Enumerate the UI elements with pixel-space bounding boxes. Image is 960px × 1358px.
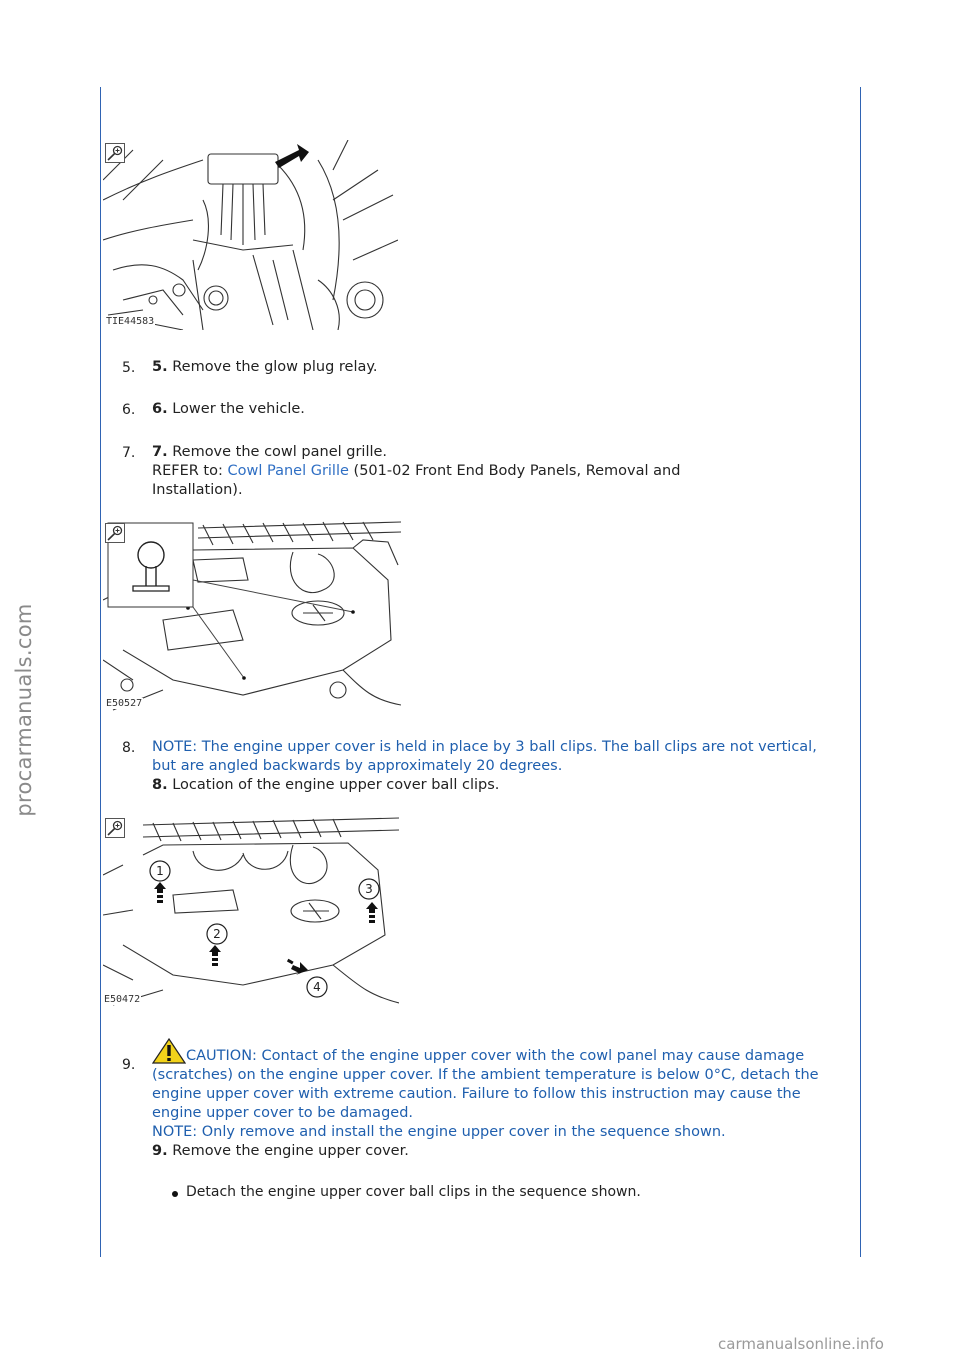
step-9-bold: 9. (152, 1143, 168, 1159)
footer-watermark: carmanualsonline.info (718, 1335, 884, 1353)
step-7 (152, 443, 772, 500)
step-8-text: Location of the engine upper cover ball clips. (167, 777, 500, 793)
engine-cover-illustration (103, 520, 401, 712)
step-5-bold: 5. (152, 359, 168, 375)
step-6-text: Lower the vehicle. (167, 401, 305, 417)
figure-label: E50527 (106, 698, 143, 709)
step-5-text: Remove the glow plug relay. (167, 359, 378, 375)
step-9-bullet: Detach the engine upper cover ball clips in the sequence shown. (186, 1184, 641, 1200)
figure-glow-plug-relay (103, 140, 398, 330)
step-5-number: 5. (122, 360, 136, 376)
step-9-number: 9. (122, 1057, 136, 1073)
step-7-bold: 7. (152, 444, 168, 460)
caution-icon (152, 1038, 186, 1064)
callout-4: 4 (313, 980, 321, 994)
left-rule (100, 87, 101, 1257)
step-6-number: 6. (122, 402, 136, 418)
right-rule (860, 87, 861, 1257)
step-7-number: 7. (122, 445, 136, 461)
cowl-panel-grille-link[interactable]: Cowl Panel Grille (227, 463, 349, 479)
callout-2: 2 (213, 927, 221, 941)
zoom-icon[interactable] (105, 818, 125, 838)
figure-label: TIE44583 (106, 316, 155, 327)
step-5 (152, 358, 842, 377)
step-7-refer-suffix: (501-02 Front End Body Panels, Removal and Installation). (152, 463, 681, 498)
side-watermark (4, 560, 44, 860)
step-8-note: NOTE: The engine upper cover is held in place by 3 ball clips. The ball clips are not vertical, but are angled backwards by approximately 20 degrees. (152, 739, 817, 774)
zoom-icon[interactable] (105, 523, 125, 543)
step-6-bold: 6. (152, 401, 168, 417)
step-8-bold: 8. (152, 777, 168, 793)
step-7-refer-prefix: REFER to: (152, 463, 228, 479)
step-7-text: Remove the cowl panel grille. (167, 444, 388, 460)
step-9-note: NOTE: Only remove and install the engine upper cover in the sequence shown. (152, 1124, 726, 1140)
step-8 (152, 738, 842, 795)
step-9-text: Remove the engine upper cover. (167, 1143, 409, 1159)
figure-removal-sequence (103, 815, 399, 1008)
step-8-number: 8. (122, 740, 136, 756)
callout-1: 1 (156, 864, 164, 878)
side-watermark-text: procarmanuals.com (12, 603, 36, 817)
step-9 (152, 1038, 847, 1161)
step-6 (152, 400, 842, 419)
step-9-caution: CAUTION: Contact of the engine upper cover with the cowl panel may cause damage (scratches) on the engine upper cover. If the ambient temperature is below 0°C, detach the engine upper cover with extreme caution. Failure to follow this instruction may cause the engine upper cover to be damaged. (152, 1048, 819, 1121)
glow-plug-relay-illustration (103, 140, 398, 330)
figure-engine-cover-ball-clips (103, 520, 401, 712)
figure-label: E50472 (104, 994, 141, 1005)
zoom-icon[interactable] (105, 143, 125, 163)
callout-3: 3 (365, 882, 373, 896)
removal-sequence-illustration (103, 815, 399, 1008)
